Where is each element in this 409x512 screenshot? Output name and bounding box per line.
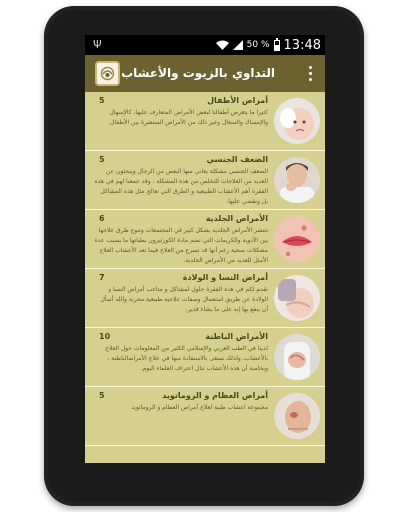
status-icons (216, 35, 321, 55)
category-description: الضعف الجنسي مشكلة يعاني منها البعض من الرجال ويبحثون عن العديد من العلاجات للتخلص من هذه المشكلة ، وقد جمعنا لهم في هذه الفقرة أهم الأعشاب الطبيعية و الطرق التي تعالج مثل هذه المشاكل بل وتقضي عليها. (94, 168, 268, 205)
signal-icon (233, 40, 243, 50)
category-title: الأمراض الباطنة (205, 332, 268, 341)
category-description: مجموعة اعشاب طبية لعلاج أمراض العظام و الروماتويد (131, 404, 268, 411)
category-item-sexual-weakness[interactable] (85, 151, 325, 210)
app-title: التداوي بالزيوت والأعشاب (121, 66, 275, 80)
category-description: لدينا في الطب العربي والإسلامي الكثير من المعلومات حول العلاج بالأعشاب، ولذلك نسعى بالاستفادة منها في علاج الأمراضالباطنة ، وبخاصة أن هذه الأعشاب تنال اعتراف العلماء اليوم. (105, 345, 268, 372)
category-description: كثيرا ما يتعرض أطفالنا لبعض الأمراض المتعارف عليها، كالإسهال والإمساك والسعال وغير ذلك من الأمراض المنتشرة بين الأطفال. (108, 109, 268, 126)
category-title: الأمراض الجلدية (205, 214, 268, 223)
pregnancy-thumbnail-icon (274, 275, 320, 321)
category-count: 5 (99, 96, 105, 105)
category-description: تنتشر الأمراض الجلدية بشكل كبير في المجتمعات وتنوع طرق علاجها بين الأدوية والكريمات التي تضم مادة الكورتيزون بطياتها ما يسبب عدة مشكلات صحية رغم أنها قد تسرع من العلاج فيما تعد الأعشاب العلاج الأمثل للعديد من الأمراض الجلدية. (94, 227, 268, 264)
category-title: أمراض الأطفال (207, 96, 268, 105)
category-count: 5 (99, 391, 105, 400)
category-item-skin-diseases[interactable] (85, 210, 325, 269)
wifi-icon (216, 40, 229, 50)
app-logo-icon[interactable] (95, 61, 120, 86)
app-screen (85, 35, 325, 463)
battery-percent: 50 % (246, 40, 270, 50)
action-bar (85, 55, 325, 92)
skin-thumbnail-icon (274, 216, 320, 262)
category-title: أمراض النسا و الولادة (182, 273, 268, 282)
category-count: 6 (99, 214, 105, 223)
category-list (85, 92, 325, 446)
category-count: 10 (99, 332, 111, 341)
stomach-thumbnail-icon (274, 334, 320, 380)
category-count: 7 (99, 273, 105, 282)
usb-icon: Ψ (93, 38, 102, 51)
category-item-bones-rheumatism[interactable] (85, 387, 325, 446)
battery-icon (274, 40, 280, 51)
category-item-internal-diseases[interactable] (85, 328, 325, 387)
status-bar (85, 35, 325, 55)
category-item-children[interactable] (85, 92, 325, 151)
category-count: 5 (99, 155, 105, 164)
joint-thumbnail-icon (274, 393, 320, 439)
category-title: الضعف الجنسي (206, 155, 268, 164)
category-description: نقدم لكم في هذه الفقرة حلول لمشاكل و متاعب أمراض النسا و الولادة عن طريق استعمال وصفات علاجية طبيعية مجربة والله أسأل أن ينفع بها إنه على ما يشاء قدير. (100, 286, 268, 313)
overflow-menu-icon[interactable] (309, 66, 313, 81)
clock: 13:48 (283, 37, 321, 53)
category-item-gynecology[interactable] (85, 269, 325, 328)
category-title: أمراض العظام و الروماتويد (162, 391, 268, 400)
man-thumbnail-icon (274, 157, 320, 203)
baby-thumbnail-icon (274, 98, 320, 144)
